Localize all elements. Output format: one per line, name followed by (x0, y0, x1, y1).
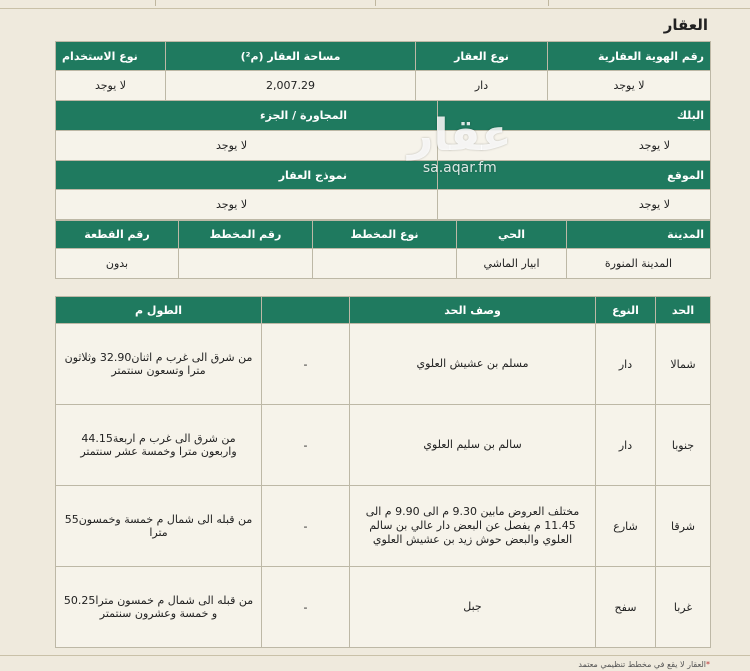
header-length: الطول م (56, 297, 262, 324)
row-length: من قبله الى شمال م خمسة وخمسون55 مترا (56, 486, 262, 567)
header-city: المدينة (567, 221, 711, 249)
section-title: العقار (663, 16, 708, 34)
watermark-url: sa.aqar.fm (422, 160, 497, 176)
row-description: مختلف العروض مابين 9.30 م الى 9.90 م الى 11.45 م يفصل عن البعض دار عالي بن سالم العلوي والبعض حوش زيد بن عشيش العلوي (350, 486, 596, 567)
header-plot-number: رقم القطعة (56, 221, 179, 249)
value-property-id: لا يوجد (548, 71, 711, 101)
row-side: جنوبا (656, 405, 711, 486)
header-usage-type: نوع الاستخدام (56, 42, 166, 71)
value-plan-type (313, 249, 457, 279)
row-dash: - (262, 324, 350, 405)
row-dash: - (262, 567, 350, 648)
value-city: المدينة المنورة (567, 249, 711, 279)
header-property-type: نوع العقار (416, 42, 548, 71)
location-table (55, 220, 711, 279)
row-side: شمالا (656, 324, 711, 405)
watermark-arabic: عقار (408, 110, 512, 161)
value-property-model: لا يوجد (56, 190, 438, 220)
header-property-id: رقم الهوية العقارية (548, 42, 711, 71)
property-info-table (55, 41, 711, 220)
value-block: لا يوجد (438, 131, 711, 161)
row-length: من شرق الى غرب م اربعة44.15 واربعون مترا وخمسة عشر سنتمتر (56, 405, 262, 486)
value-property-area: 2,007.29 (166, 71, 416, 101)
header-plan-type: نوع المخطط (313, 221, 457, 249)
row-type: سفح (596, 567, 656, 648)
header-district: الحي (457, 221, 567, 249)
header-block: البلك (438, 101, 711, 131)
row-description: سالم بن سليم العلوي (350, 405, 596, 486)
value-plot-number: بدون (56, 249, 179, 279)
row-type: شارع (596, 486, 656, 567)
header-boundary-description: وصف الحد (350, 297, 596, 324)
table-row (56, 324, 711, 405)
row-type: دار (596, 324, 656, 405)
row-length: من شرق الى غرب م اثنان32.90 وثلاثون مترا وتسعون سنتمتر (56, 324, 262, 405)
boundaries-table (55, 296, 711, 648)
row-length: من قبله الى شمال م خمسون مترا50.25 و خمسة وعشرون سنتمتر (56, 567, 262, 648)
header-property-area: مساحة العقار (م²) (166, 42, 416, 71)
header-property-model: نموذج العقار (56, 161, 438, 190)
footer (0, 655, 750, 671)
value-district: ابيار الماشي (457, 249, 567, 279)
row-side: شرقا (656, 486, 711, 567)
top-frame-border (0, 0, 750, 9)
header-neighborhood-part: المجاورة / الجزء (56, 101, 438, 131)
value-usage-type: لا يوجد (56, 71, 166, 101)
table-row (56, 405, 711, 486)
row-dash: - (262, 486, 350, 567)
header-boundary: الحد (656, 297, 711, 324)
value-neighborhood-part: لا يوجد (56, 131, 438, 161)
row-description: جبل (350, 567, 596, 648)
value-location: لا يوجد (438, 190, 711, 220)
value-property-type: دار (416, 71, 548, 101)
table-row (56, 567, 711, 648)
row-type: دار (596, 405, 656, 486)
header-type: النوع (596, 297, 656, 324)
footer-note: *العقار لا يقع في مخطط تنظيمي معتمد (578, 660, 710, 669)
header-spacer (262, 297, 350, 324)
header-plan-number: رقم المخطط (179, 221, 313, 249)
row-dash: - (262, 405, 350, 486)
table-row (56, 486, 711, 567)
header-location: الموقع (438, 161, 711, 190)
value-plan-number (179, 249, 313, 279)
row-side: غربا (656, 567, 711, 648)
row-description: مسلم بن عشيش العلوي (350, 324, 596, 405)
